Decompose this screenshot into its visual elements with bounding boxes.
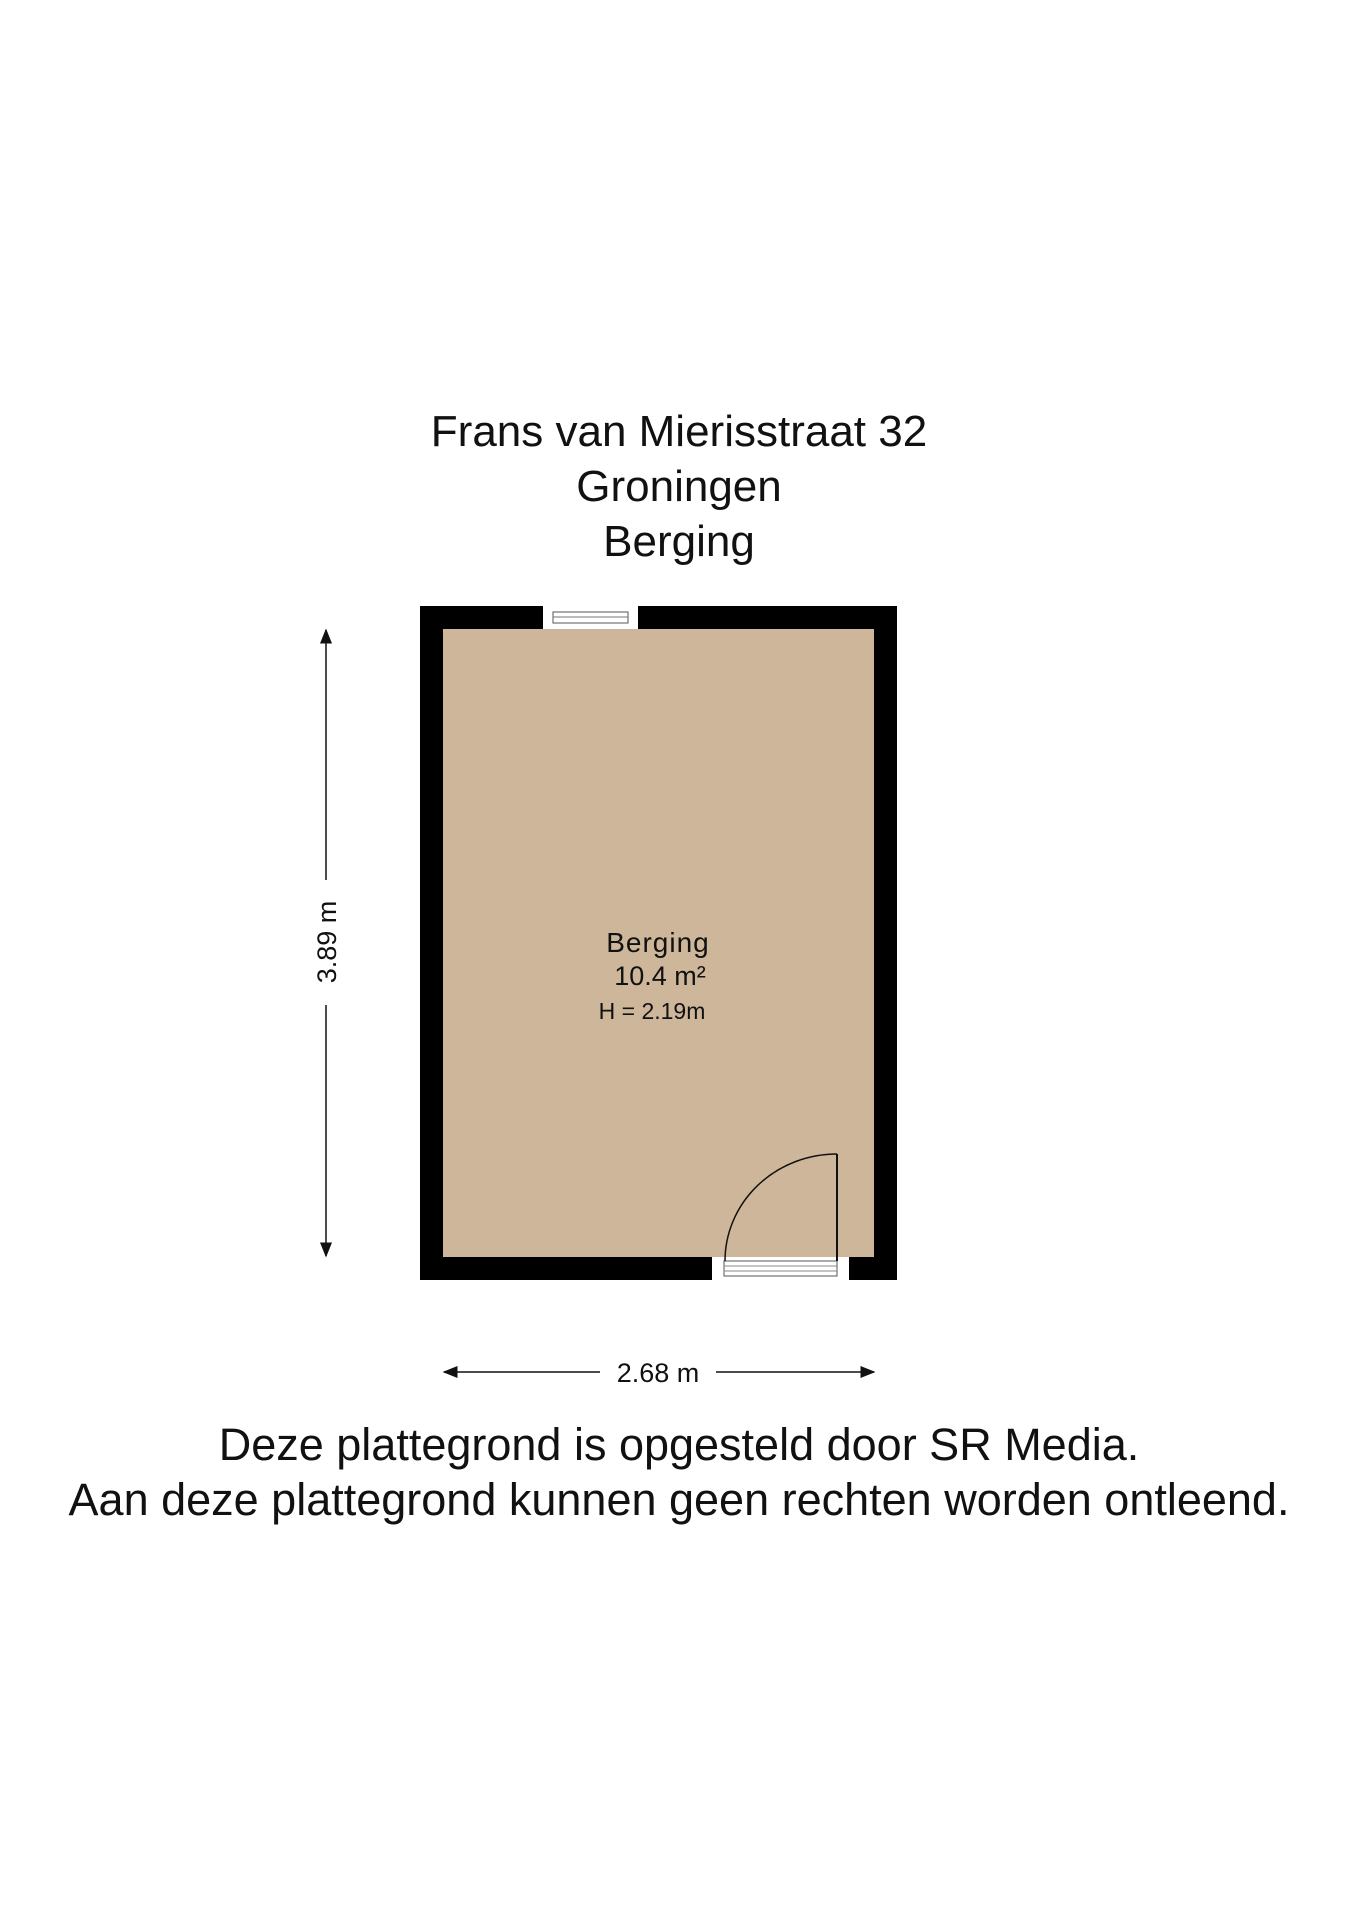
address-title: Frans van Mierisstraat 32 xyxy=(430,407,928,456)
width-label: 2.68 m xyxy=(616,1358,700,1388)
height-dimension xyxy=(312,630,342,1256)
room-height: H = 2.19m xyxy=(598,998,706,1024)
width-dimension xyxy=(444,1358,874,1388)
height-label: 3.89 m xyxy=(312,900,342,984)
room-area: 10.4 m² xyxy=(614,961,706,991)
disclaimer-line-1: Deze plattegrond is opgesteld door SR Media. xyxy=(218,1419,1140,1470)
window xyxy=(543,606,638,629)
room-name: Berging xyxy=(606,927,710,958)
disclaimer-line-2: Aan deze plattegrond kunnen geen rechten worden ontleend. xyxy=(68,1474,1290,1525)
floor-title: Berging xyxy=(603,517,755,566)
city-title: Groningen xyxy=(576,462,782,511)
